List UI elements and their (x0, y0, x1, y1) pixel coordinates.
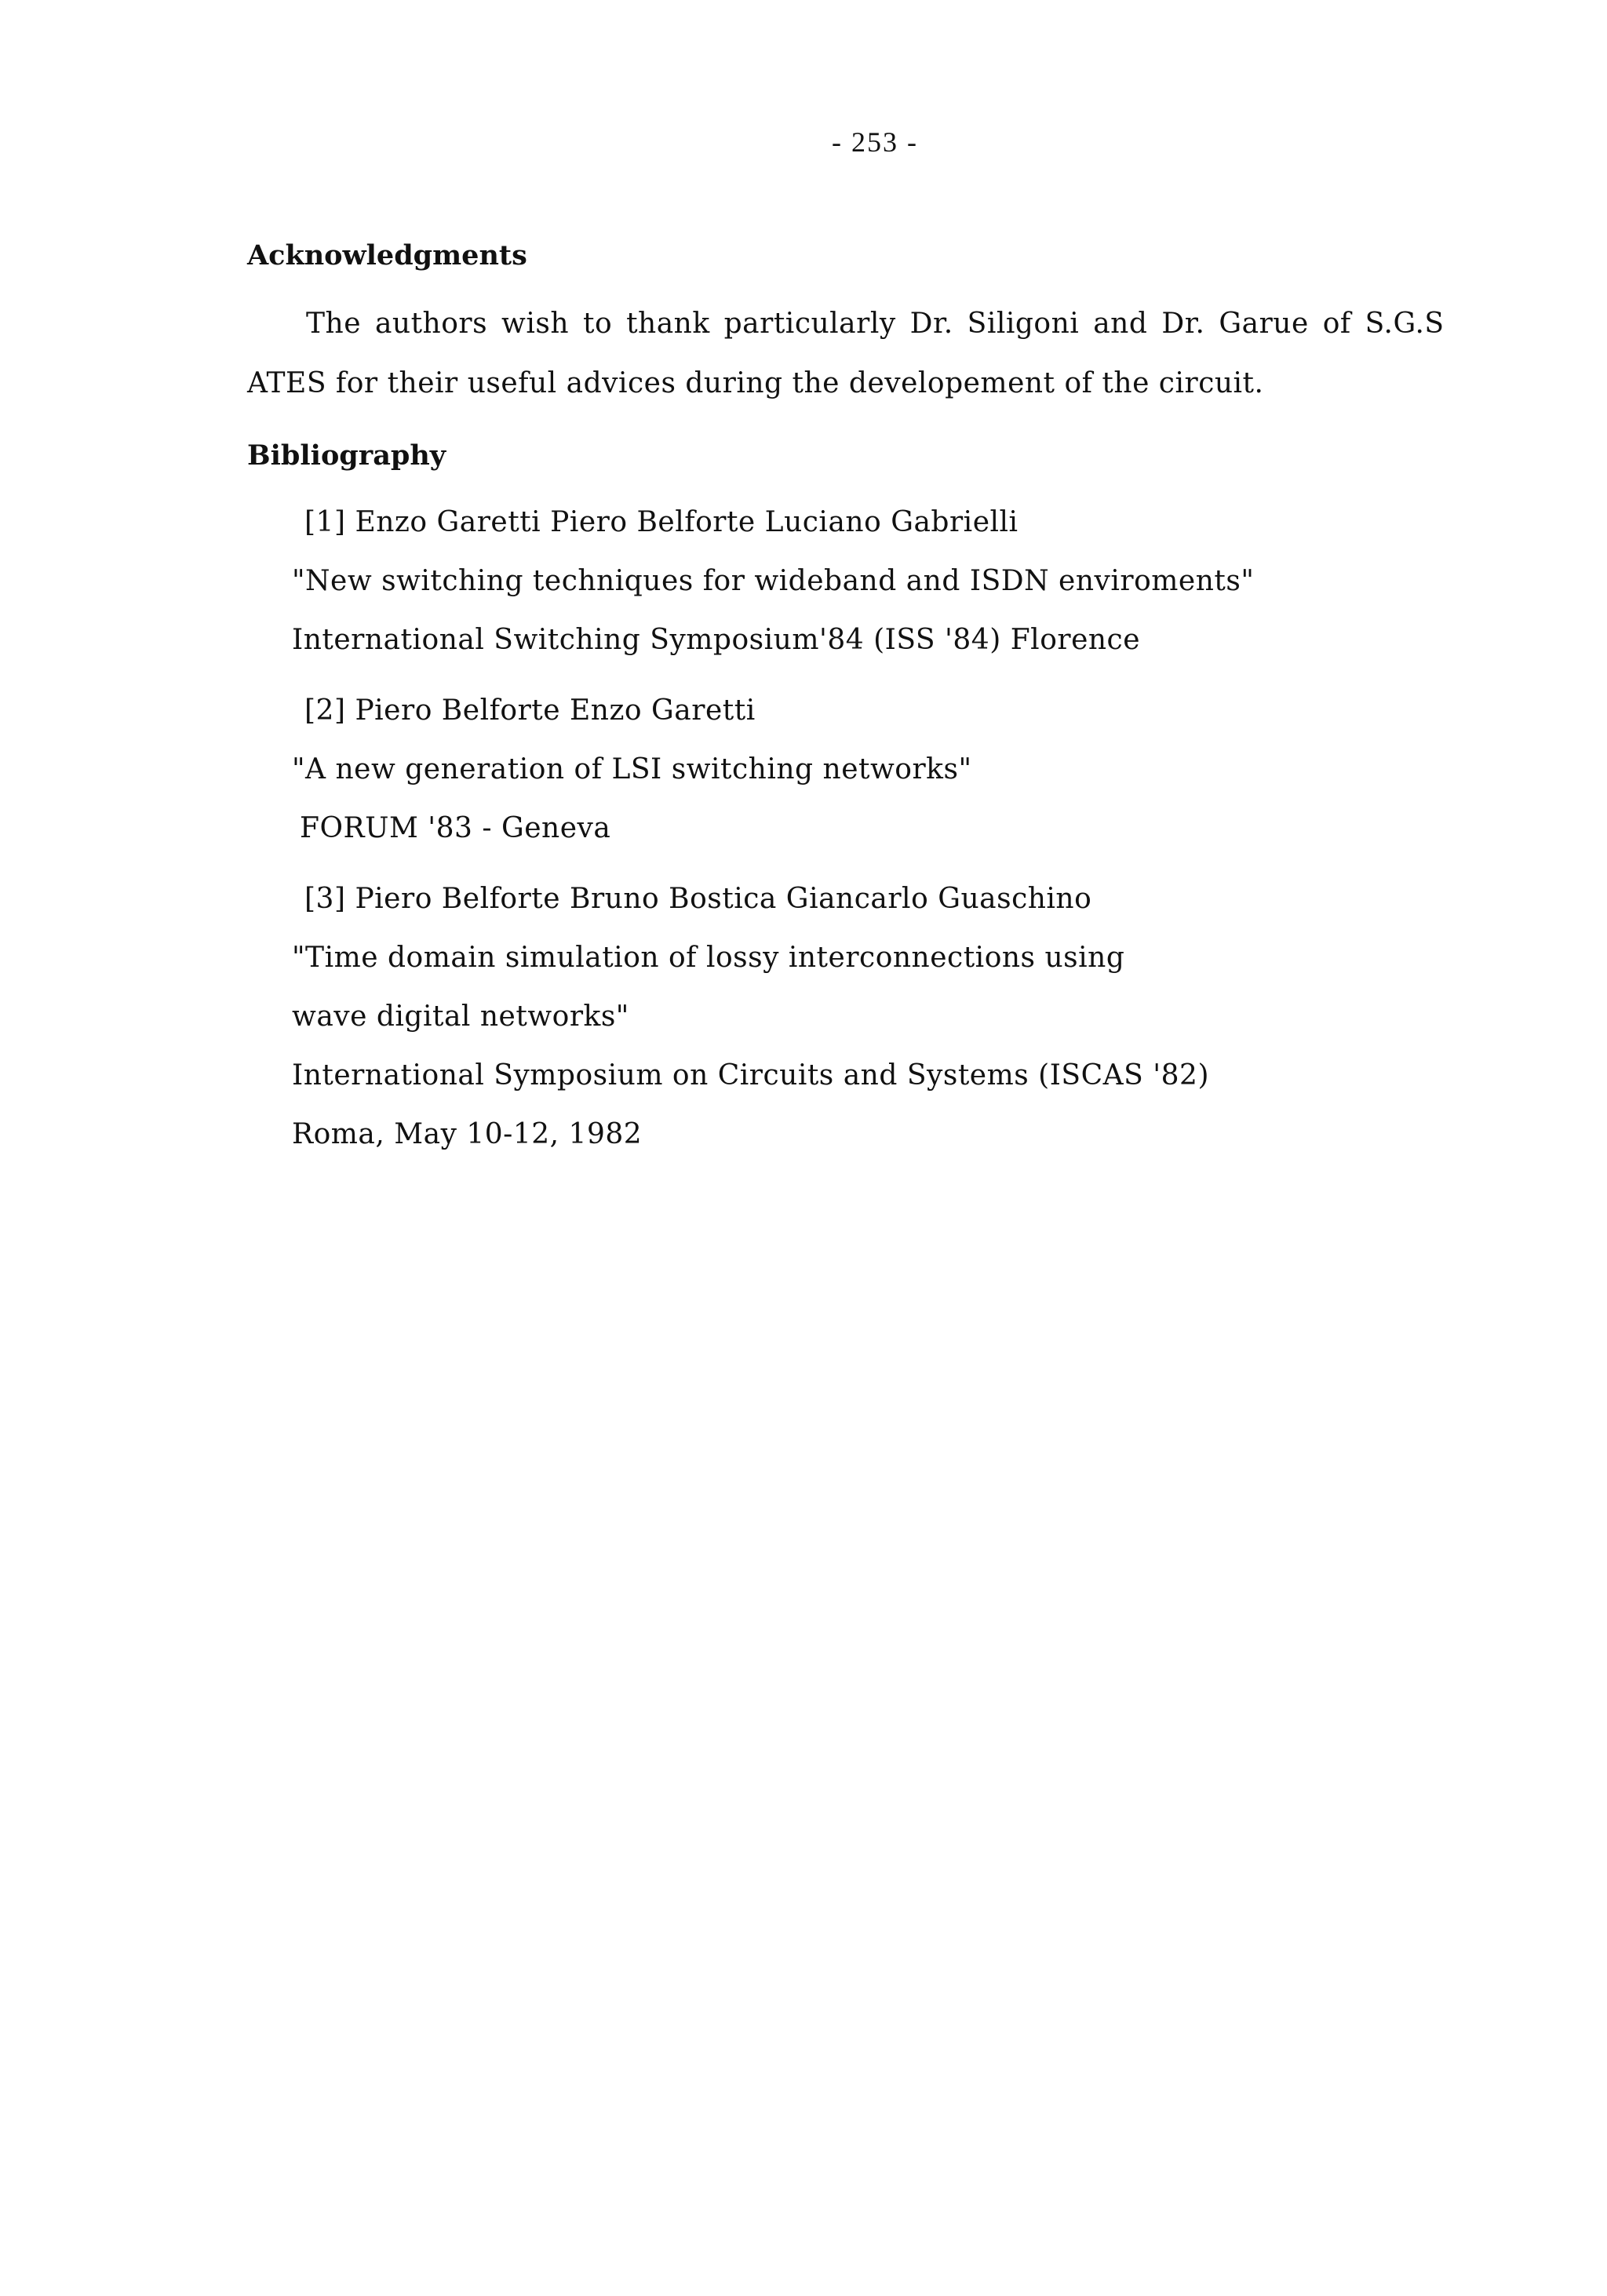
bibliography-heading: Bibliography (247, 439, 446, 472)
reference-1-title: "New switching techniques for wideband and ISDN enviroments" (292, 565, 1255, 597)
reference-3-title-line-2: wave digital networks" (292, 1000, 629, 1033)
reference-2-title: "A new generation of LSI switching networks" (292, 753, 972, 785)
reference-3-location-date: Roma, May 10-12, 1982 (292, 1118, 643, 1150)
reference-3-venue: International Symposium on Circuits and Systems (ISCAS '82) (292, 1059, 1209, 1092)
page-number: - 253 - (832, 126, 918, 158)
reference-1-venue: International Switching Symposium'84 (ISS '84) Florence (292, 624, 1141, 656)
acknowledgments-line-1: The authors wish to thank particularly Dr. Siligoni and Dr. Garue of S.G.S (306, 308, 1445, 340)
reference-1-authors: [1] Enzo Garetti Piero Belforte Luciano Gabrielli (304, 506, 1018, 538)
reference-2-venue: FORUM '83 - Geneva (300, 812, 611, 844)
acknowledgments-heading: Acknowledgments (247, 239, 527, 272)
reference-3-authors: [3] Piero Belforte Bruno Bostica Giancarlo Guaschino (304, 883, 1092, 915)
reference-2-authors: [2] Piero Belforte Enzo Garetti (304, 694, 756, 727)
acknowledgments-line-2: ATES for their useful advices during the developement of the circuit. (247, 367, 1264, 399)
reference-3-title-line-1: "Time domain simulation of lossy interconnections using (292, 942, 1125, 974)
